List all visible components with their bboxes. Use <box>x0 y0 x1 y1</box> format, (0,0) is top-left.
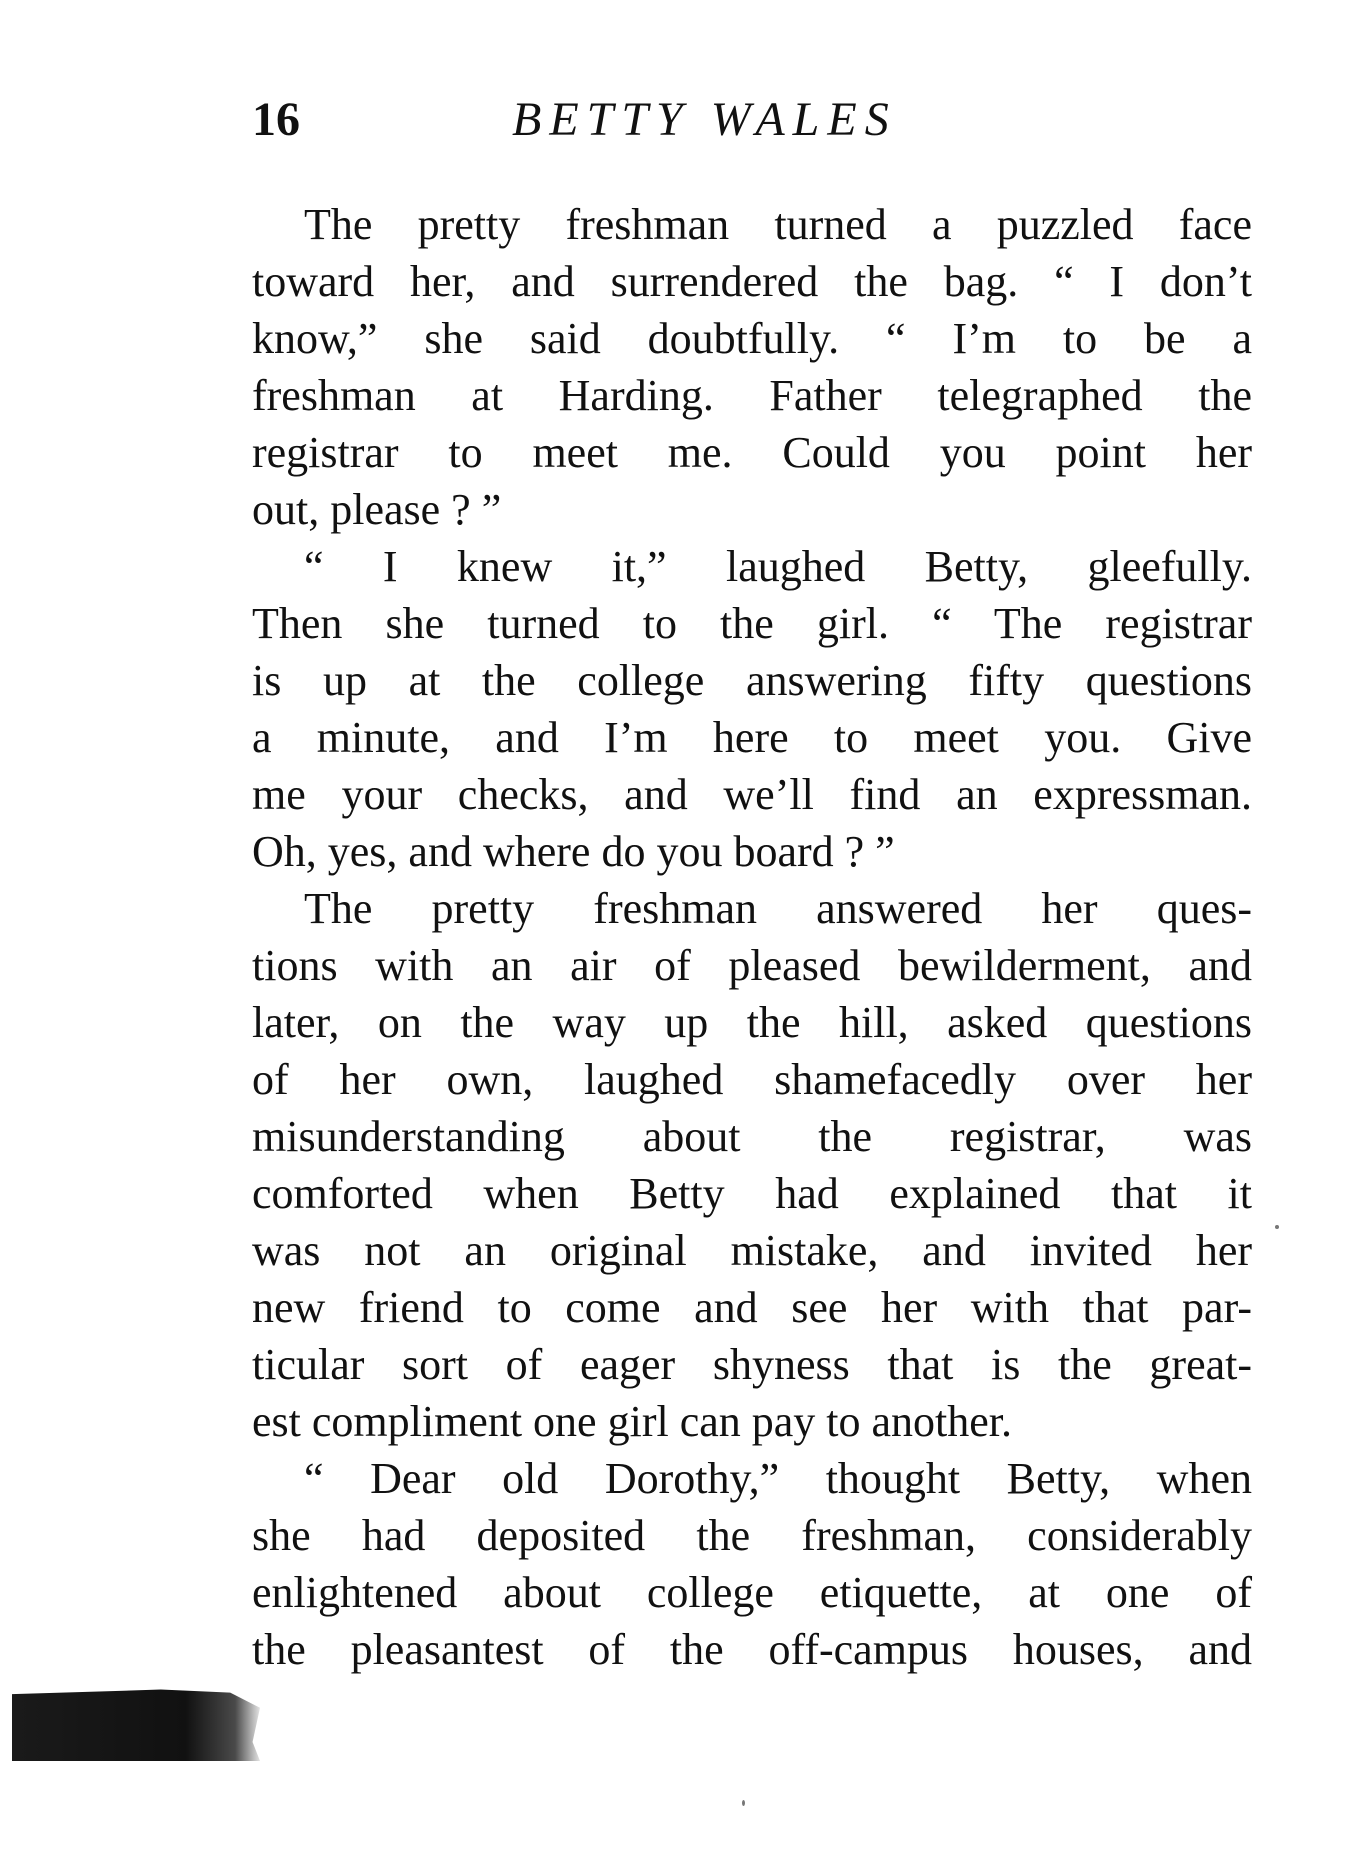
page-header <box>252 92 1252 162</box>
text-line: a minute, and I’m here to meet you. Give <box>252 713 1252 762</box>
text-line: freshman at Harding. Father telegraphed the <box>252 371 1252 420</box>
scan-speck <box>742 1800 745 1806</box>
text-line: was not an original mistake, and invited her <box>252 1226 1252 1275</box>
text-line: me your checks, and we’ll find an expressman. <box>252 770 1252 819</box>
page-number: 16 <box>252 93 300 146</box>
scan-smudge <box>12 1685 260 1761</box>
text-line: Oh, yes, and where do you board ? ” <box>252 827 895 876</box>
text-line: new friend to come and see her with that par- <box>252 1283 1252 1332</box>
text-line: of her own, laughed shamefacedly over her <box>252 1055 1252 1104</box>
text-line: est compliment one girl can pay to another. <box>252 1397 1013 1446</box>
text-line: know,” she said doubtfully. “ I’m to be a <box>252 314 1252 363</box>
text-line: the pleasantest of the off-campus houses, and <box>252 1625 1252 1674</box>
text-line: enlightened about college etiquette, at one of <box>252 1568 1252 1617</box>
scan-speck <box>1275 1225 1279 1229</box>
text-line: registrar to meet me. Could you point her <box>252 428 1252 477</box>
text-line: The pretty freshman turned a puzzled face <box>304 200 1252 249</box>
text-line: “ Dear old Dorothy,” thought Betty, when <box>304 1454 1252 1503</box>
text-line: The pretty freshman answered her ques- <box>304 884 1252 933</box>
text-line: tions with an air of pleased bewilderment, and <box>252 941 1252 990</box>
text-line: “ I knew it,” laughed Betty, gleefully. <box>304 542 1252 591</box>
text-line: she had deposited the freshman, considerably <box>252 1511 1252 1560</box>
text-line: Then she turned to the girl. “ The registrar <box>252 599 1252 648</box>
text-line: is up at the college answering fifty questions <box>252 656 1252 705</box>
body-text <box>252 196 1252 1678</box>
text-line: comforted when Betty had explained that it <box>252 1169 1252 1218</box>
text-line: ticular sort of eager shyness that is the great- <box>252 1340 1252 1389</box>
text-line: misunderstanding about the registrar, was <box>252 1112 1252 1161</box>
text-line: toward her, and surrendered the bag. “ I don’t <box>252 257 1252 306</box>
text-line: later, on the way up the hill, asked questions <box>252 998 1252 1047</box>
running-head-title: BETTY WALES <box>512 93 897 146</box>
text-line: out, please ? ” <box>252 485 502 534</box>
